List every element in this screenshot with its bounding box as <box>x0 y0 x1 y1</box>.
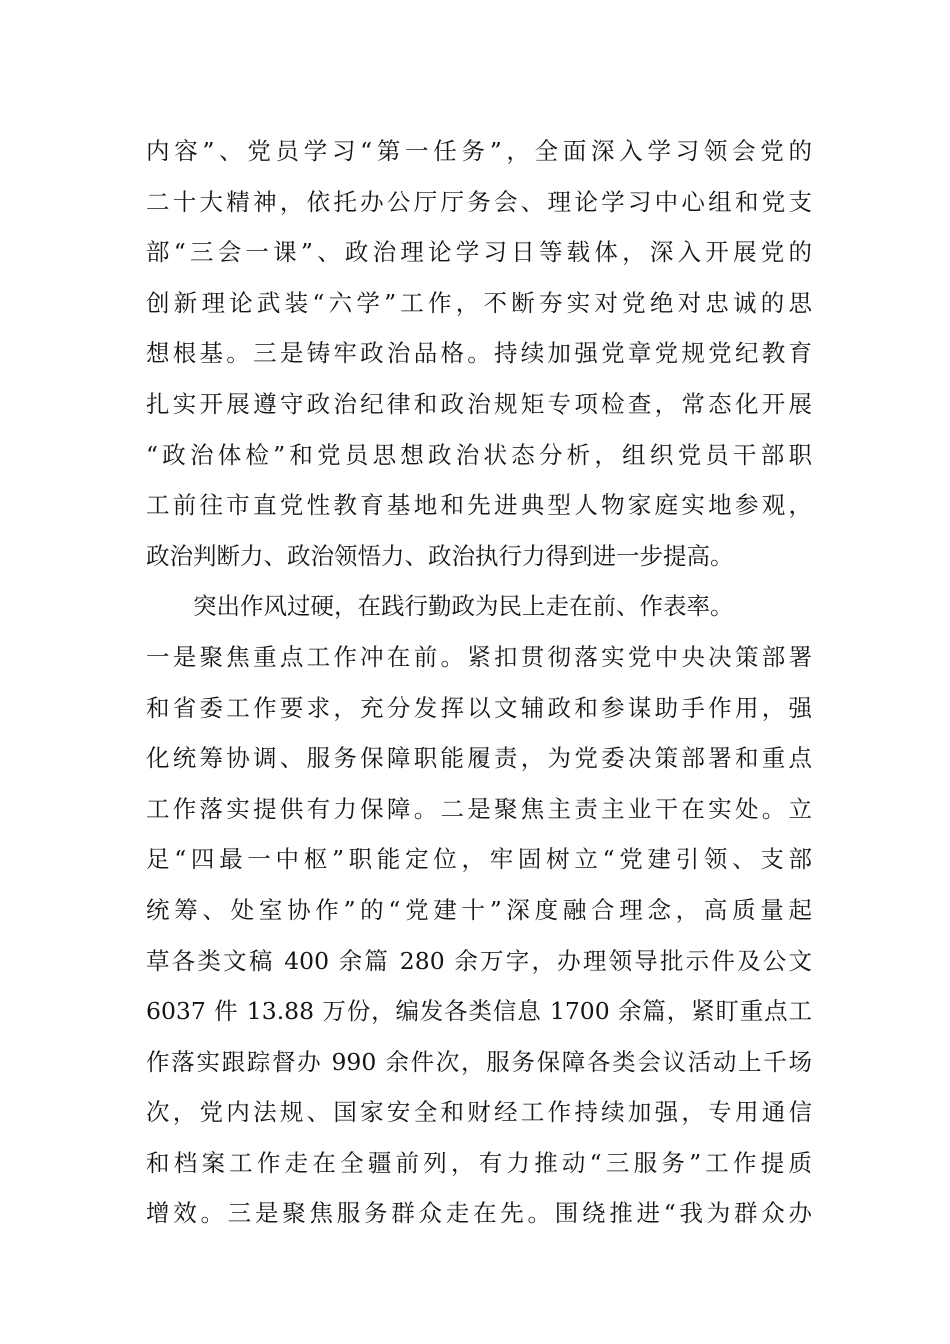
body-text <box>146 126 812 1239</box>
text-line: 工作落实提供有力保障。二是聚焦主责主业干在实处。立 <box>146 794 812 823</box>
text-line: 化统筹协调、服务保障职能履责，为党委决策部署和重点 <box>146 744 812 773</box>
text-line: 足“四最一中枢”职能定位，牢固树立“党建引领、支部 <box>146 845 812 874</box>
text-line: 草各类文稿 400 余篇 280 余万字，办理领导批示件及公文 <box>146 946 812 975</box>
text-line: 二十大精神，依托办公厅厅务会、理论学习中心组和党支 <box>146 187 812 216</box>
text-line: 和档案工作走在全疆前列，有力推动“三服务”工作提质 <box>146 1148 812 1177</box>
text-line: “政治体检”和党员思想政治状态分析，组织党员干部职 <box>146 440 812 469</box>
text-line: 内容”、党员学习“第一任务”，全面深入学习领会党的 <box>146 137 812 165</box>
text-line: 作落实跟踪督办 990 余件次，服务保障各类会议活动上千场 <box>146 1047 812 1076</box>
text-line: 6037 件 13.88 万份，编发各类信息 1700 余篇，紧盯重点工 <box>146 997 812 1026</box>
text-line: 想根基。三是铸牢政治品格。持续加强党章党规党纪教育 <box>146 339 812 368</box>
text-line: 扎实开展遵守政治纪律和政治规矩专项检查，常态化开展 <box>146 389 812 418</box>
text-line: 一是聚焦重点工作冲在前。紧扣贯彻落实党中央决策部署 <box>146 642 812 671</box>
text-line: 部“三会一课”、政治理论学习日等载体，深入开展党的 <box>146 238 812 267</box>
text-line: 统筹、处室协作”的“党建十”深度融合理念，高质量起 <box>146 895 812 924</box>
paragraph-start-line: 突出作风过硬，在践行勤政为民上走在前、作表率。 <box>193 592 734 621</box>
text-line: 和省委工作要求，充分发挥以文辅政和参谋助手作用，强 <box>146 693 812 722</box>
text-line: 创新理论武装“六学”工作，不断夯实对党绝对忠诚的思 <box>146 288 812 317</box>
text-line: 增效。三是聚焦服务群众走在先。围绕推进“我为群众办 <box>146 1199 812 1228</box>
paragraph-end-line: 政治判断力、政治领悟力、政治执行力得到进一步提高。 <box>146 541 734 570</box>
text-line: 工前往市直党性教育基地和先进典型人物家庭实地参观， <box>146 491 812 520</box>
text-line: 次，党内法规、国家安全和财经工作持续加强，专用通信 <box>146 1098 812 1127</box>
